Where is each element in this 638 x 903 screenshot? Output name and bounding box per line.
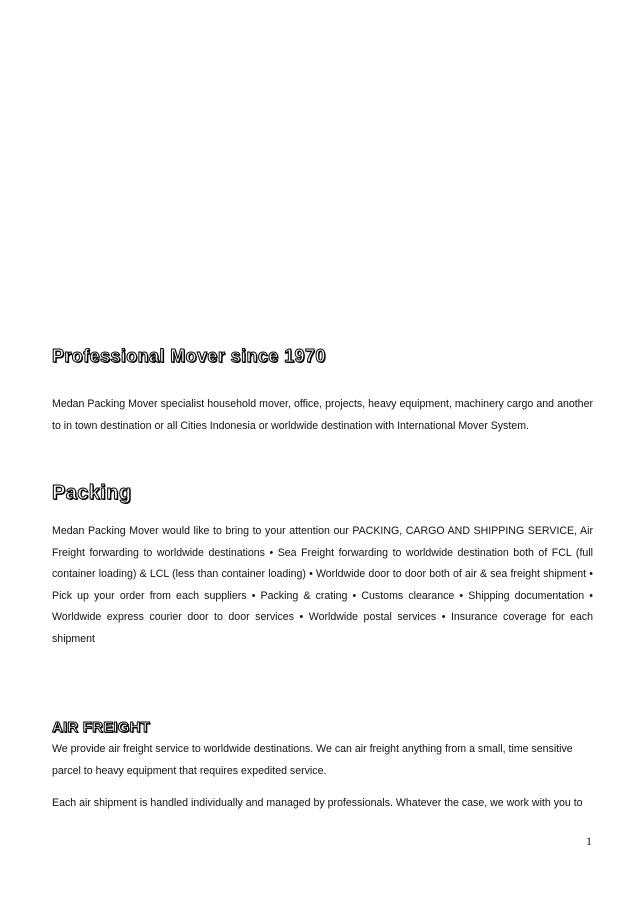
page-number: 1 — [586, 834, 592, 848]
section-paragraph-air-freight: We provide air freight service to worldwide destinations. We can air freight anything from a small, time sensitive parcel to heavy equipment that requires expedited service. — [52, 743, 573, 777]
section-paragraph-packing: Medan Packing Mover would like to bring to your attention our PACKING, CARGO AND SHIPPING SERVICE, Air Freight forwarding to worldwide destinations • Sea Freight forwarding to worldwide destination both of FCL (full container loading) & LCL (less than container loading) • Worldwide door to door both of air & sea freight shipment • Pick up your order from each suppliers • Packing & crating • Customs clearance • Shipping documentation • Worldwide express courier door to door services • Worldwide postal services • Insurance coverage for each shipment — [52, 525, 593, 645]
section-paragraph-professional-mover: Medan Packing Mover specialist household mover, office, projects, heavy equipment, machinery cargo and another to in town destination or all Cities Indonesia or worldwide destination with International Mover System. — [52, 398, 593, 432]
section-paragraph-air-freight-continued: Each air shipment is handled individually and managed by professionals. Whatever the case, we work with you to — [52, 797, 583, 809]
section-heading-professional-mover: Professional Mover since 1970 — [52, 346, 326, 366]
section-heading-air-freight: AIR FREIGHT — [52, 719, 151, 736]
section-heading-packing: Packing — [52, 482, 132, 504]
